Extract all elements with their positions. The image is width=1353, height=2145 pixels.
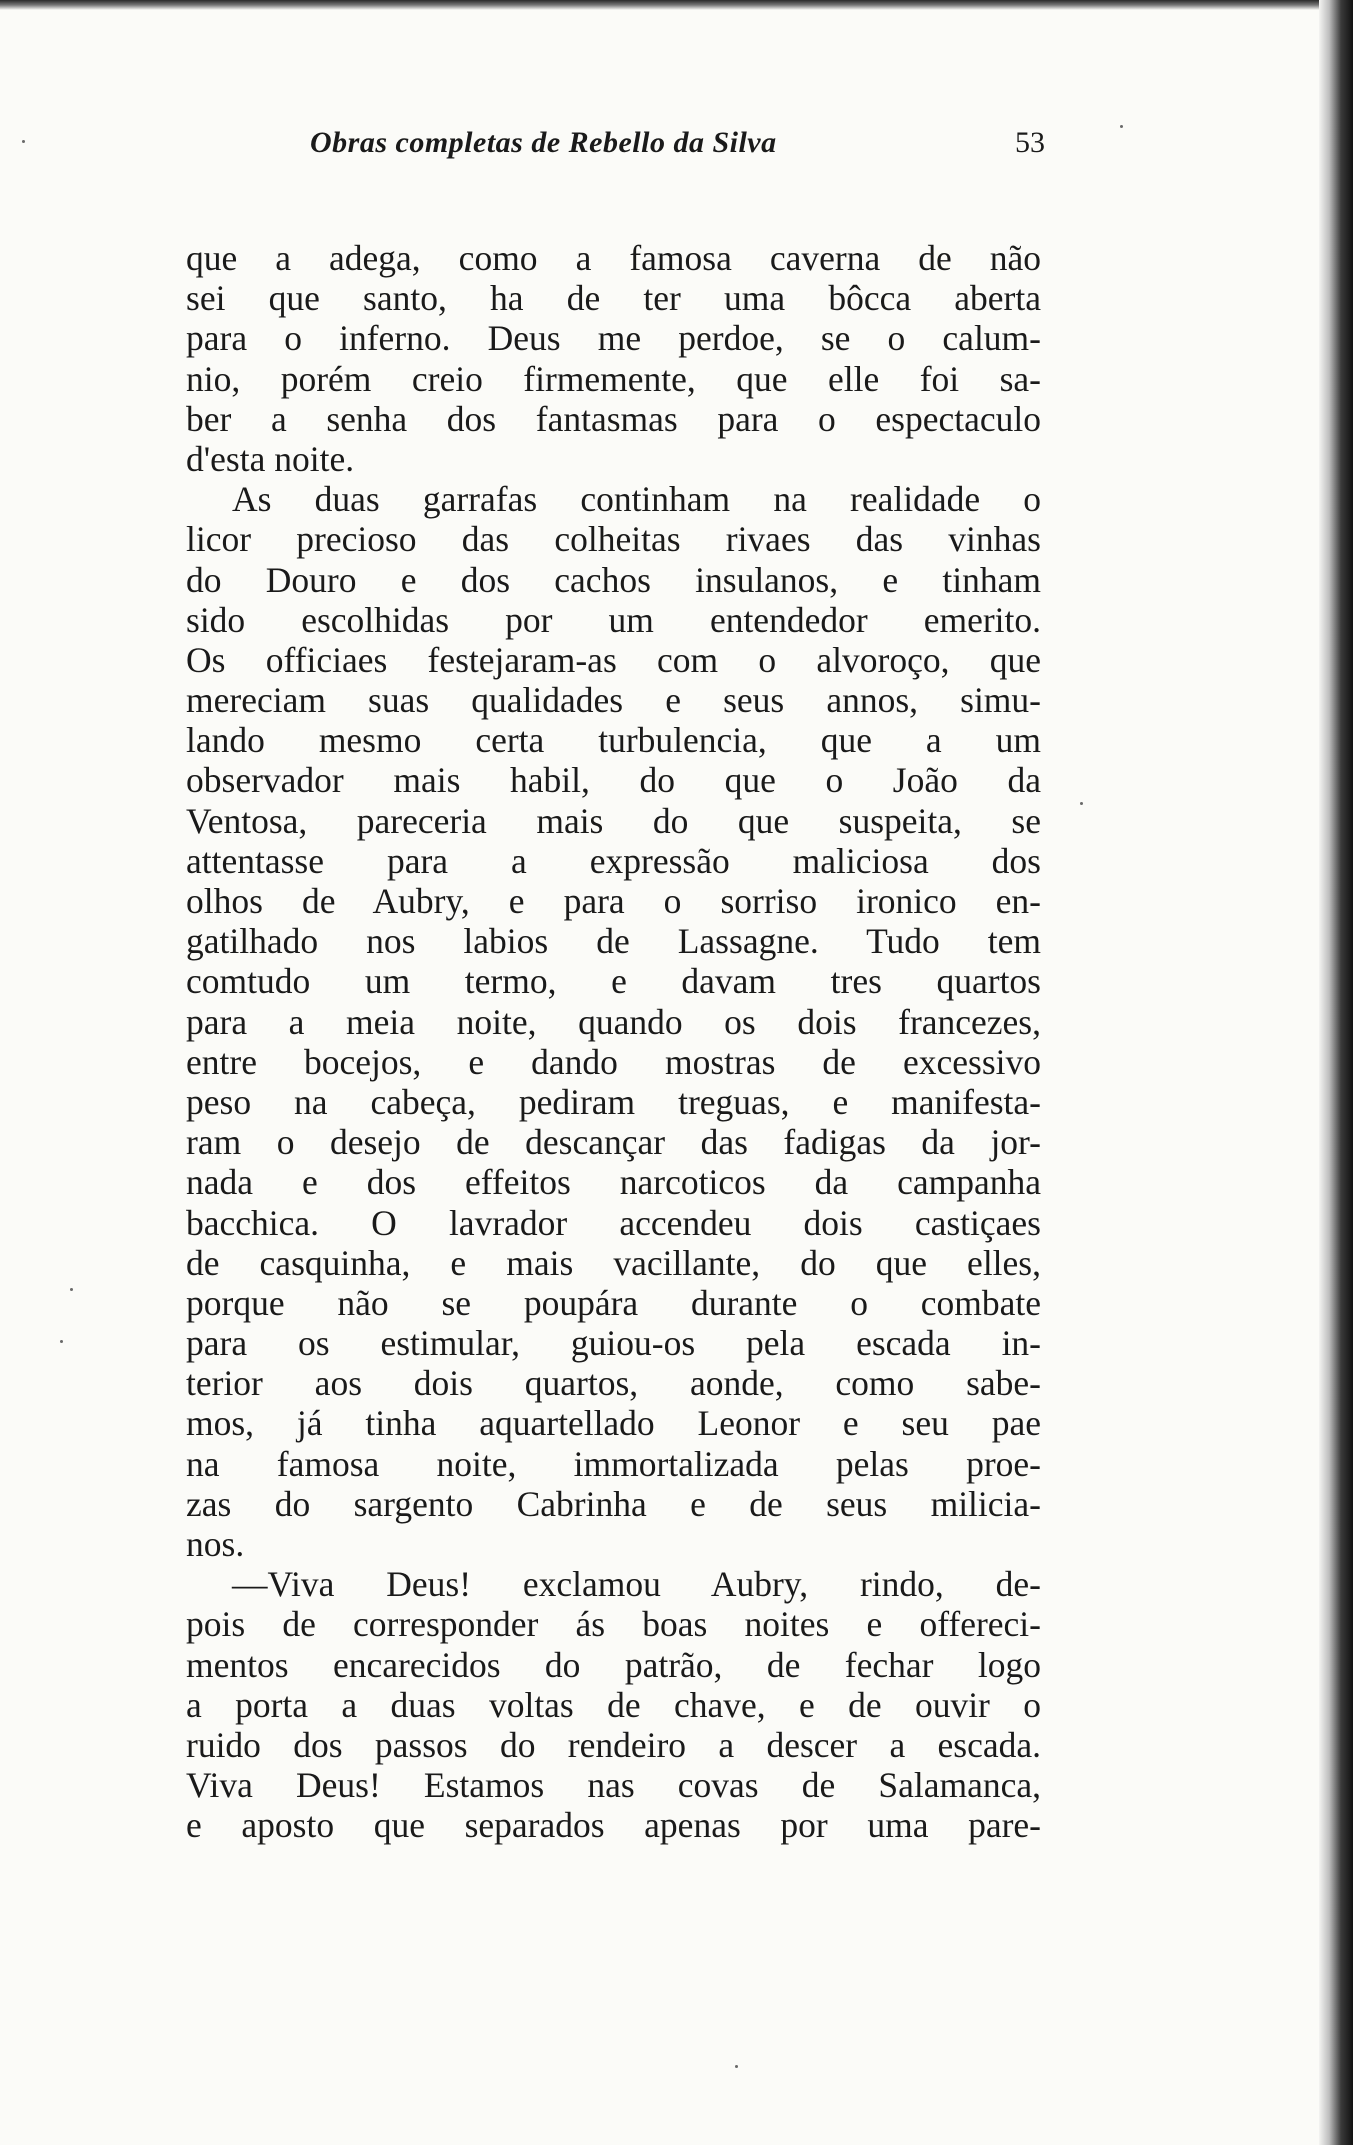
text-line: lando mesmo certa turbulencia, que a um bbox=[186, 720, 1041, 761]
binding-edge bbox=[1319, 0, 1353, 2145]
text-line: gatilhado nos labios de Lassagne. Tudo tem bbox=[186, 921, 1041, 962]
text-line: porque não se poupára durante o combate bbox=[186, 1282, 1041, 1323]
text-line: ruido dos passos do rendeiro a descer a escada. bbox=[186, 1724, 1041, 1765]
text-line: observador mais habil, do que o João da bbox=[186, 760, 1041, 801]
text-line: ram o desejo de descançar das fadigas da jor- bbox=[186, 1122, 1041, 1163]
text-line: mereciam suas qualidades e seus annos, simu- bbox=[186, 680, 1041, 721]
text-line: nada e dos effeitos narcoticos da campanha bbox=[186, 1162, 1041, 1203]
text-line: Os officiaes festejaram-as com o alvoroço, que bbox=[186, 639, 1041, 680]
text-line: zas do sargento Cabrinha e de seus milicia- bbox=[186, 1483, 1041, 1524]
text-line: nos. bbox=[186, 1524, 245, 1564]
text-line: terior aos dois quartos, aonde, como sabe- bbox=[186, 1363, 1041, 1404]
speck bbox=[22, 140, 25, 143]
text-line: mos, já tinha aquartellado Leonor e seu pae bbox=[186, 1403, 1041, 1444]
text-line: d'esta noite. bbox=[186, 438, 355, 479]
text-line: e aposto que separados apenas por uma pare- bbox=[186, 1805, 1041, 1846]
speck bbox=[70, 1288, 73, 1291]
text-line: nio, porém creio firmemente, que elle foi sa- bbox=[186, 358, 1041, 399]
text-line: mentos encarecidos do patrão, de fechar logo bbox=[186, 1644, 1041, 1685]
text-line: bacchica. O lavrador accendeu dois castiçaes bbox=[186, 1202, 1041, 1243]
text-line: de casquinha, e mais vacillante, do que elles, bbox=[186, 1242, 1041, 1283]
text-line: para a meia noite, quando os dois francezes, bbox=[186, 1001, 1041, 1042]
speck bbox=[60, 1340, 63, 1343]
text-line: Ventosa, pareceria mais do que suspeita, se bbox=[186, 800, 1041, 841]
speck bbox=[1120, 125, 1123, 128]
text-line: ber a senha dos fantasmas para o espectaculo bbox=[186, 398, 1041, 439]
text-line: Viva Deus! Estamos nas covas de Salamanca, bbox=[186, 1765, 1041, 1806]
text-line: licor precioso das colheitas rivaes das vinhas bbox=[186, 519, 1041, 560]
text-line: sei que santo, ha de ter uma bôcca aberta bbox=[186, 278, 1041, 319]
text-line: entre bocejos, e dando mostras de excessivo bbox=[186, 1041, 1041, 1082]
text-line: para o inferno. Deus me perdoe, se o calum- bbox=[186, 318, 1041, 359]
text-line: attentasse para a expressão maliciosa dos bbox=[186, 840, 1041, 881]
paragraph-start-line: —Viva Deus! exclamou Aubry, rindo, de- bbox=[232, 1564, 1041, 1605]
text-line: na famosa noite, immortalizada pelas proe- bbox=[186, 1443, 1041, 1484]
running-head bbox=[310, 126, 1045, 166]
page-top-edge bbox=[0, 0, 1353, 10]
running-title: Obras completas de Rebello da Silva bbox=[310, 126, 777, 159]
text-line: olhos de Aubry, e para o sorriso ironico en- bbox=[186, 881, 1041, 921]
text-line: peso na cabeça, pediram treguas, e manifesta- bbox=[186, 1081, 1041, 1122]
text-line: pois de corresponder ás boas noites e offereci- bbox=[186, 1604, 1041, 1645]
speck bbox=[735, 2065, 738, 2068]
text-line: para os estimular, guiou-os pela escada in- bbox=[186, 1323, 1041, 1364]
text-line: a porta a duas voltas de chave, e de ouvir o bbox=[186, 1684, 1041, 1725]
text-line: que a adega, como a famosa caverna de não bbox=[186, 238, 1041, 278]
paragraph-start-line: As duas garrafas continham na realidade o bbox=[232, 479, 1041, 520]
text-line: sido escolhidas por um entendedor emerito. bbox=[186, 599, 1041, 640]
text-line: comtudo um termo, e davam tres quartos bbox=[186, 961, 1041, 1002]
body-text bbox=[186, 238, 1041, 1846]
text-line: do Douro e dos cachos insulanos, e tinham bbox=[186, 559, 1041, 600]
page-number: 53 bbox=[1015, 126, 1045, 159]
speck bbox=[1080, 802, 1083, 805]
